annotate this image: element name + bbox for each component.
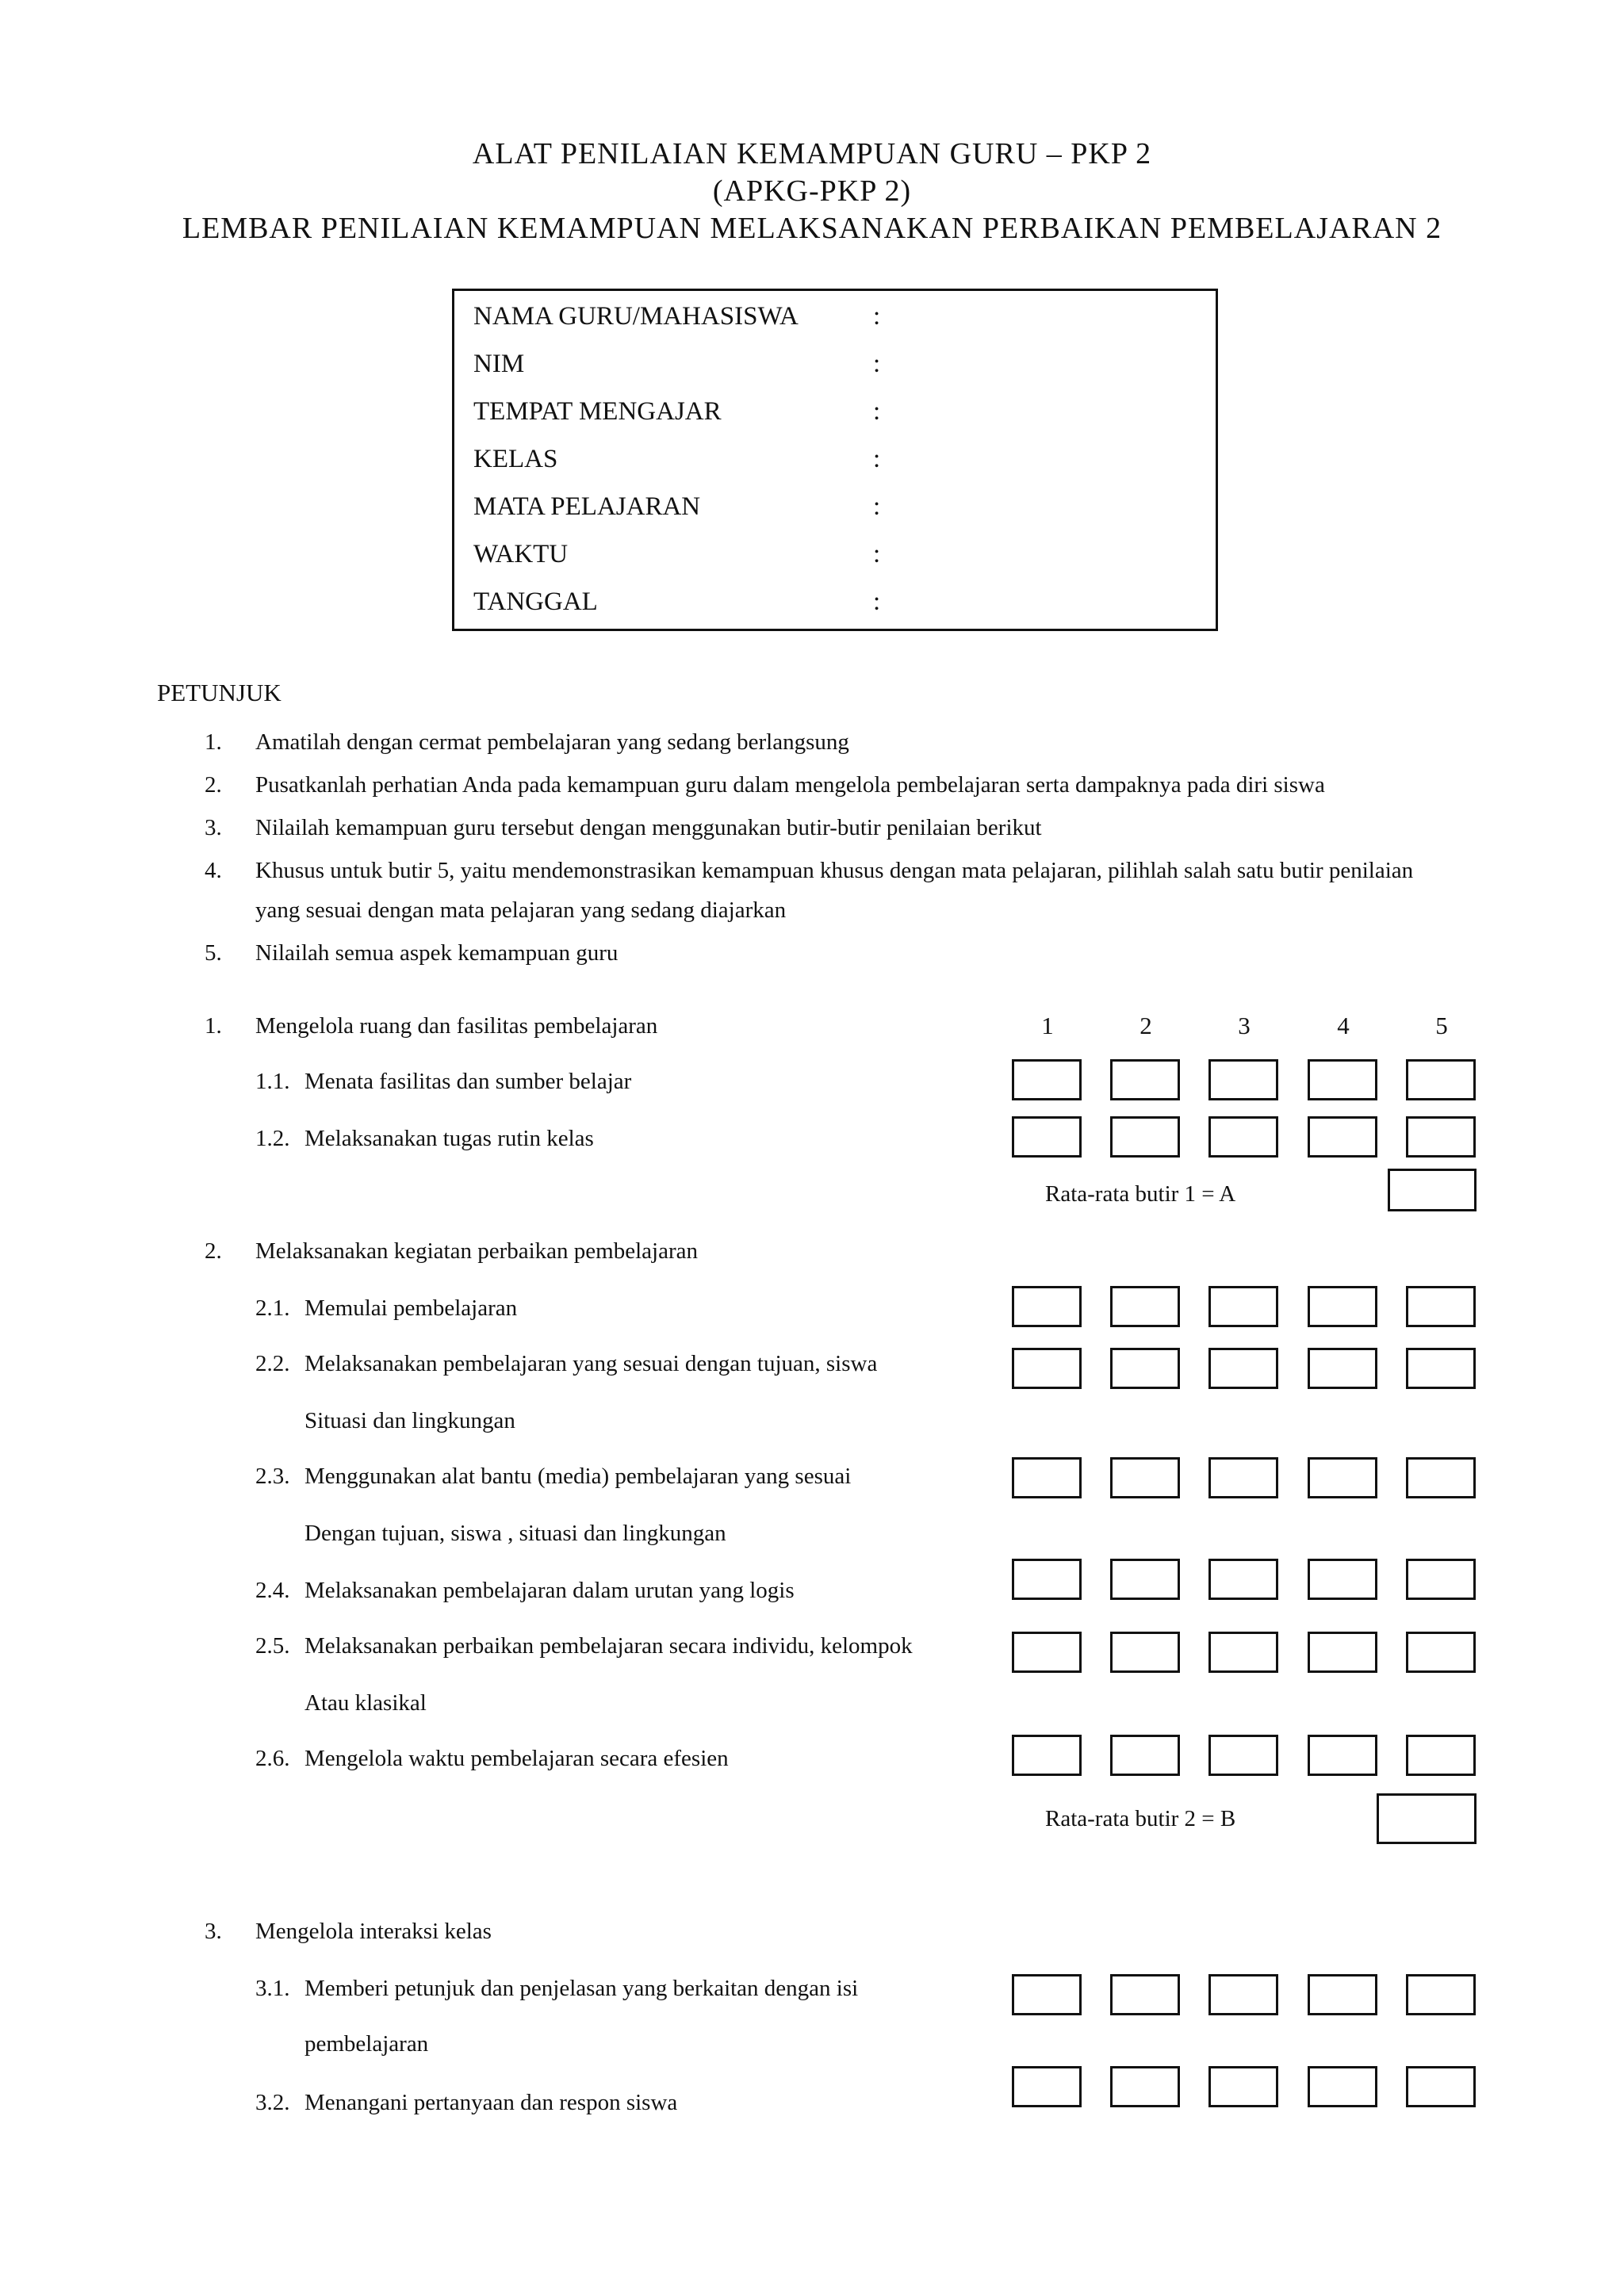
- score-checkbox[interactable]: [1308, 1059, 1377, 1100]
- score-checkbox[interactable]: [1110, 2066, 1180, 2107]
- item-text: Memulai pembelajaran: [304, 1295, 518, 1321]
- instruction-number: 1.: [205, 729, 222, 755]
- scale-label-4: 4: [1337, 1012, 1350, 1039]
- average-box-a[interactable]: [1388, 1169, 1477, 1211]
- identity-colon: :: [873, 492, 881, 521]
- instruction-text: Nilailah semua aspek kemampuan guru: [255, 940, 619, 966]
- item-text: Melaksanakan pembelajaran yang sesuai dengan tujuan, siswa: [304, 1351, 878, 1376]
- average-label: Rata-rata butir 2 = B: [1045, 1806, 1236, 1831]
- item-number: 1.1.: [255, 1069, 290, 1094]
- item-text: Melaksanakan tugas rutin kelas: [304, 1126, 594, 1151]
- item-text: pembelajaran: [304, 2031, 429, 2057]
- instruction-number: 5.: [205, 940, 222, 966]
- identity-label-time: WAKTU: [473, 540, 569, 568]
- score-checkbox[interactable]: [1208, 1457, 1278, 1498]
- item-text: Melaksanakan perbaikan pembelajaran secara individu, kelompok: [304, 1633, 913, 1659]
- score-checkbox[interactable]: [1110, 1286, 1180, 1327]
- score-checkbox[interactable]: [1110, 1116, 1180, 1158]
- score-checkbox[interactable]: [1012, 1632, 1082, 1673]
- identity-colon: :: [873, 302, 881, 331]
- item-text: Mengelola waktu pembelajaran secara efesien: [304, 1746, 729, 1771]
- score-checkbox[interactable]: [1406, 1632, 1476, 1673]
- item-number: 2.3.: [255, 1464, 290, 1489]
- score-checkbox[interactable]: [1308, 1559, 1377, 1600]
- score-checkbox[interactable]: [1406, 1559, 1476, 1600]
- score-checkbox[interactable]: [1110, 1348, 1180, 1389]
- score-checkbox[interactable]: [1308, 1286, 1377, 1327]
- score-checkbox[interactable]: [1308, 1348, 1377, 1389]
- score-checkbox[interactable]: [1406, 1974, 1476, 2015]
- score-checkbox[interactable]: [1308, 1457, 1377, 1498]
- identity-colon: :: [873, 540, 881, 568]
- identity-colon: :: [873, 350, 881, 378]
- score-checkbox[interactable]: [1208, 1059, 1278, 1100]
- score-checkbox[interactable]: [1406, 1116, 1476, 1158]
- identity-label-class: KELAS: [473, 445, 558, 473]
- score-checkbox[interactable]: [1110, 1735, 1180, 1776]
- score-checkbox[interactable]: [1208, 1286, 1278, 1327]
- item-text: Atau klasikal: [304, 1690, 427, 1716]
- item-number: 2.1.: [255, 1295, 290, 1321]
- item-text: Dengan tujuan, siswa , situasi dan lingkungan: [304, 1521, 726, 1546]
- identity-label-name: NAMA GURU/MAHASISWA: [473, 302, 799, 331]
- score-checkbox[interactable]: [1208, 1559, 1278, 1600]
- identity-label-nim: NIM: [473, 350, 525, 378]
- item-text: Menggunakan alat bantu (media) pembelajaran yang sesuai: [304, 1464, 852, 1489]
- score-checkbox[interactable]: [1308, 1632, 1377, 1673]
- score-checkbox[interactable]: [1110, 1974, 1180, 2015]
- score-checkbox[interactable]: [1012, 1735, 1082, 1776]
- average-box-b[interactable]: [1377, 1793, 1477, 1844]
- score-checkbox[interactable]: [1208, 1632, 1278, 1673]
- score-checkbox[interactable]: [1012, 1559, 1082, 1600]
- instruction-text: Pusatkanlah perhatian Anda pada kemampuan guru dalam mengelola pembelajaran serta dampaknya pada diri siswa: [255, 772, 1325, 798]
- score-checkbox[interactable]: [1406, 2066, 1476, 2107]
- score-checkbox[interactable]: [1208, 1735, 1278, 1776]
- instruction-text: Amatilah dengan cermat pembelajaran yang sedang berlangsung: [255, 729, 849, 755]
- scale-label-1: 1: [1041, 1012, 1054, 1039]
- score-checkbox[interactable]: [1012, 1116, 1082, 1158]
- score-checkbox[interactable]: [1308, 1116, 1377, 1158]
- instruction-number: 3.: [205, 815, 222, 840]
- score-checkbox[interactable]: [1208, 1348, 1278, 1389]
- section-title: Melaksanakan kegiatan perbaikan pembelajaran: [255, 1238, 698, 1264]
- section-number: 1.: [205, 1013, 222, 1039]
- instruction-text: Nilailah kemampuan guru tersebut dengan menggunakan butir-butir penilaian berikut: [255, 815, 1042, 840]
- identity-box: [452, 289, 1218, 631]
- score-checkbox[interactable]: [1308, 1735, 1377, 1776]
- item-number: 2.5.: [255, 1633, 290, 1659]
- item-text: Menata fasilitas dan sumber belajar: [304, 1069, 632, 1094]
- identity-label-place: TEMPAT MENGAJAR: [473, 397, 722, 426]
- score-checkbox[interactable]: [1012, 1286, 1082, 1327]
- item-text: Melaksanakan pembelajaran dalam urutan yang logis: [304, 1578, 795, 1603]
- score-checkbox[interactable]: [1110, 1559, 1180, 1600]
- average-label: Rata-rata butir 1 = A: [1045, 1181, 1236, 1207]
- form-code: (APKG-PKP 2): [712, 174, 912, 208]
- score-checkbox[interactable]: [1406, 1735, 1476, 1776]
- score-checkbox[interactable]: [1208, 1116, 1278, 1158]
- score-checkbox[interactable]: [1110, 1632, 1180, 1673]
- item-number: 1.2.: [255, 1126, 290, 1151]
- section-title: Mengelola ruang dan fasilitas pembelajaran: [255, 1013, 658, 1039]
- scale-label-2: 2: [1139, 1012, 1152, 1039]
- section-title: Mengelola interaksi kelas: [255, 1919, 492, 1944]
- form-title: ALAT PENILAIAN KEMAMPUAN GURU – PKP 2: [472, 137, 1152, 170]
- identity-label-date: TANGGAL: [473, 587, 598, 616]
- item-number: 2.2.: [255, 1351, 290, 1376]
- score-checkbox[interactable]: [1012, 1457, 1082, 1498]
- score-checkbox[interactable]: [1012, 1348, 1082, 1389]
- score-checkbox[interactable]: [1012, 2066, 1082, 2107]
- score-checkbox[interactable]: [1308, 2066, 1377, 2107]
- score-checkbox[interactable]: [1012, 1974, 1082, 2015]
- scale-label-5: 5: [1435, 1012, 1448, 1039]
- score-checkbox[interactable]: [1208, 1974, 1278, 2015]
- section-number: 2.: [205, 1238, 222, 1264]
- scale-label-3: 3: [1238, 1012, 1251, 1039]
- instruction-number: 2.: [205, 772, 222, 798]
- score-checkbox[interactable]: [1406, 1457, 1476, 1498]
- instruction-text: Khusus untuk butir 5, yaitu mendemonstrasikan kemampuan khusus dengan mata pelajaran, pilihlah salah satu butir penilaian: [255, 858, 1414, 883]
- score-checkbox[interactable]: [1406, 1348, 1476, 1389]
- identity-colon: :: [873, 397, 881, 426]
- instruction-number: 4.: [205, 858, 222, 883]
- identity-label-subject: MATA PELAJARAN: [473, 492, 701, 521]
- item-number: 3.2.: [255, 2090, 290, 2115]
- item-text: Situasi dan lingkungan: [304, 1408, 515, 1433]
- score-checkbox[interactable]: [1308, 1974, 1377, 2015]
- score-checkbox[interactable]: [1110, 1457, 1180, 1498]
- item-number: 2.6.: [255, 1746, 290, 1771]
- form-subtitle: LEMBAR PENILAIAN KEMAMPUAN MELAKSANAKAN PERBAIKAN PEMBELAJARAN 2: [182, 212, 1442, 245]
- score-checkbox[interactable]: [1012, 1059, 1082, 1100]
- item-text: Menangani pertanyaan dan respon siswa: [304, 2090, 678, 2115]
- instruction-text: yang sesuai dengan mata pelajaran yang sedang diajarkan: [255, 897, 787, 923]
- instructions-heading: PETUNJUK: [157, 679, 282, 706]
- score-checkbox[interactable]: [1406, 1059, 1476, 1100]
- identity-colon: :: [873, 445, 881, 473]
- score-checkbox[interactable]: [1110, 1059, 1180, 1100]
- item-number: 3.1.: [255, 1976, 290, 2001]
- score-checkbox[interactable]: [1208, 2066, 1278, 2107]
- section-number: 3.: [205, 1919, 222, 1944]
- score-checkbox[interactable]: [1406, 1286, 1476, 1327]
- item-text: Memberi petunjuk dan penjelasan yang berkaitan dengan isi: [304, 1976, 859, 2001]
- identity-colon: :: [873, 587, 881, 616]
- item-number: 2.4.: [255, 1578, 290, 1603]
